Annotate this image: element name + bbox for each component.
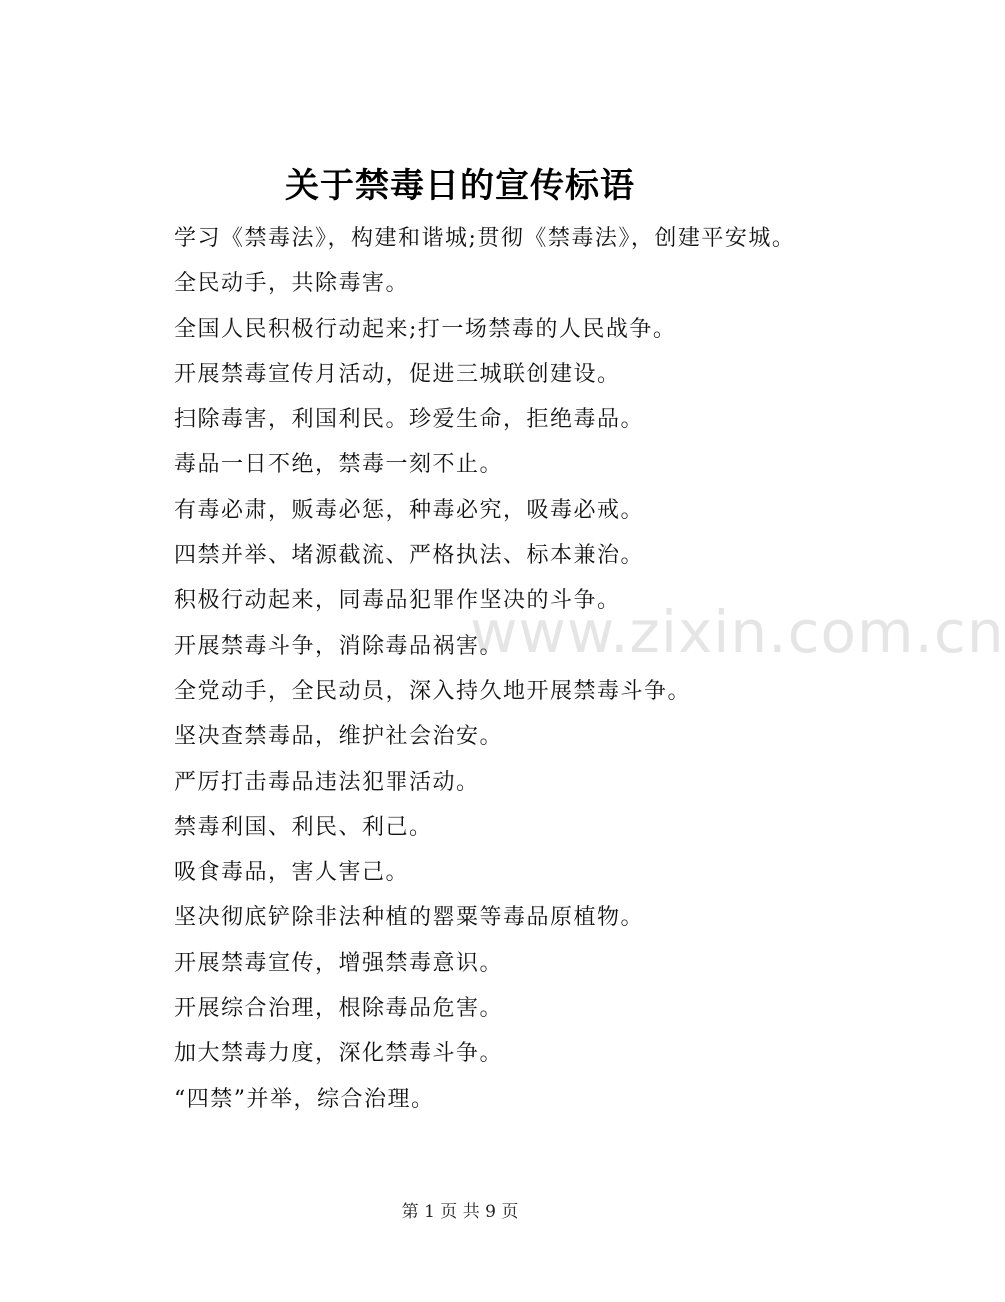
slogan-item: 扫除毒害，利国利民。珍爱生命，拒绝毒品。 [174,407,645,433]
slogan-item: 毒品一日不绝，禁毒一刻不止。 [174,452,504,478]
slogan-item: 坚决查禁毒品，维护社会治安。 [174,724,504,750]
slogan-item: 加大禁毒力度，深化禁毒斗争。 [174,1041,504,1067]
slogan-item: 积极行动起来，同毒品犯罪作坚决的斗争。 [174,588,621,614]
slogan-list [174,216,914,1122]
slogan-item: 四禁并举、堵源截流、严格执法、标本兼治。 [174,543,645,569]
page-title: 关于禁毒日的宣传标语 [285,166,635,206]
slogan-item: “四禁”并举，综合治理。 [174,1086,435,1112]
slogan-item: 开展禁毒宣传月活动，促进三城联创建设。 [174,361,621,387]
slogan-item: 全国人民积极行动起来;打一场禁毒的人民战争。 [174,316,677,342]
slogan-item: 全民动手，共除毒害。 [174,271,410,297]
slogan-item: 学习《禁毒法》，构建和谐城;贯彻《禁毒法》，创建平安城。 [174,226,796,251]
slogan-item: 吸食毒品，害人害己。 [174,860,410,886]
slogan-item: 开展禁毒斗争，消除毒品祸害。 [174,633,504,659]
slogan-item: 开展综合治理，根除毒品危害。 [174,996,504,1022]
slogan-item: 有毒必肃，贩毒必惩，种毒必究，吸毒必戒。 [174,497,645,523]
slogan-item: 严厉打击毒品违法犯罪活动。 [174,769,480,795]
slogan-item: 禁毒利国、利民、利己。 [174,814,433,840]
slogan-item: 开展禁毒宣传，增强禁毒意识。 [174,950,504,976]
slogan-item: 全党动手，全民动员，深入持久地开展禁毒斗争。 [174,678,692,704]
slogan-item: 坚决彻底铲除非法种植的罂粟等毒品原植物。 [174,905,645,931]
watermark: www.zixin.com.cn [470,598,1005,666]
page-footer: 第 1 页 共 9 页 [401,1202,519,1222]
